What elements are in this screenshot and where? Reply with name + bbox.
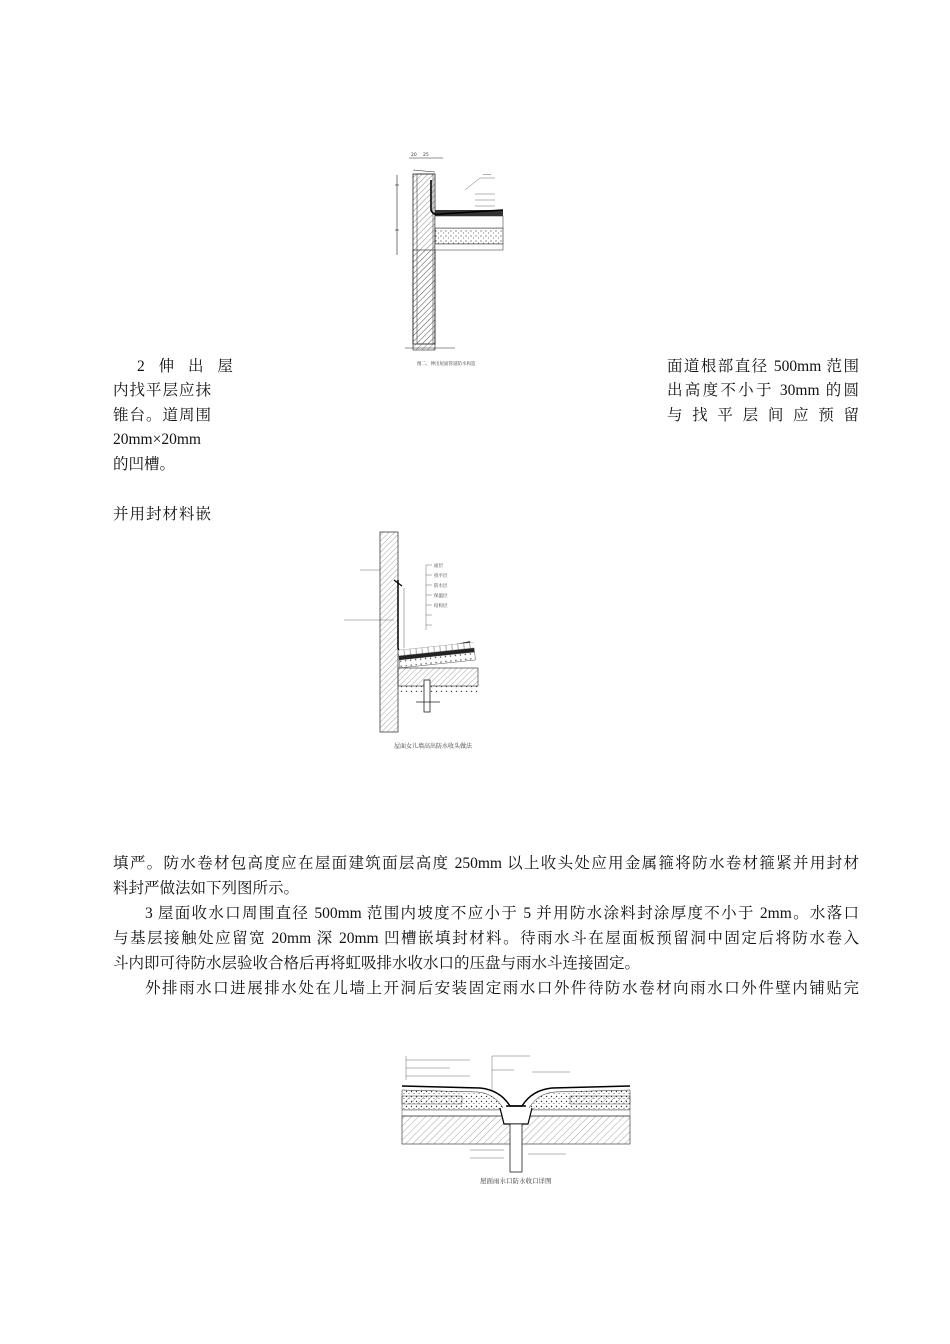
fig2-label: 找平层 — [434, 574, 448, 579]
section2-left-line-1: 2 伸 出 屋 — [137, 358, 238, 375]
figure3-caption: 屋面雨水口防水收口详图 — [480, 1177, 552, 1185]
paragraph-2-line-1: 3 屋面收水口周围直径 500mm 范围内坡度不应小于 5 并用防水涂料封涂厚度不小于 2mm。水落口 — [145, 905, 859, 922]
svg-text:───: ─── — [483, 173, 492, 178]
figure1-caption: 图二、伸出屋面管道防水构造 — [417, 362, 476, 367]
fig2-label: 结构层 — [434, 604, 448, 609]
dim-label: 20 — [411, 153, 417, 158]
section2-right-line-1: 面道根部直径 500mm 范围 — [667, 358, 859, 375]
fig2-label: 保温层 — [434, 594, 448, 599]
section2-left-line-5: 的凹槽。 — [113, 456, 176, 473]
section2-right-line-3: 与 找 平 层 间 应 预 留 — [667, 407, 859, 424]
paragraph-1-line-2: 料封严做法如下列图所示。 — [113, 880, 300, 897]
figure-parapet-termination-detail — [340, 530, 480, 758]
dim-label: 25 — [423, 153, 429, 158]
paragraph-3-line-1: 外排雨水口进展排水处在儿墙上开洞后安装固定雨水口外件待防水卷材向雨水口外件壁内铺贴完 — [145, 980, 859, 997]
fig2-label: 防水层 — [434, 584, 448, 589]
section2-left-line-2: 内找平层应抹 — [113, 382, 213, 399]
section2-left-line-3: 锥台。道周围 — [113, 407, 213, 424]
paragraph-2-line-3: 斗内即可待防水层验收合格后再将虹吸排水收水口的压盘与雨水斗连接固定。 — [113, 955, 641, 972]
section2-left-line-4: 20mm×20mm — [113, 431, 201, 448]
section2-right-line-2: 出高度不小于 30mm 的圆 — [667, 382, 859, 399]
paragraph-1-line-1: 填严。防水卷材包高度应在屋面建筑面层高度 250mm 以上收头处应用金属箍将防水卷材箍紧并用封材 — [113, 855, 859, 872]
fig2-label: 面层 — [434, 564, 443, 569]
figure2-caption: 屋面女儿墙高出防水收头做法 — [394, 743, 473, 750]
paragraph-2-line-2: 与基层接触处应留宽 20mm 深 20mm 凹槽嵌填封材料。待雨水斗在屋面板预留洞中固定后将防水卷入 — [113, 930, 859, 947]
section2-left-line-6: 并用封材料嵌 — [113, 506, 213, 523]
figure-roof-drain-detail — [400, 1050, 632, 1190]
figure-pipe-flashing-detail — [395, 150, 515, 372]
